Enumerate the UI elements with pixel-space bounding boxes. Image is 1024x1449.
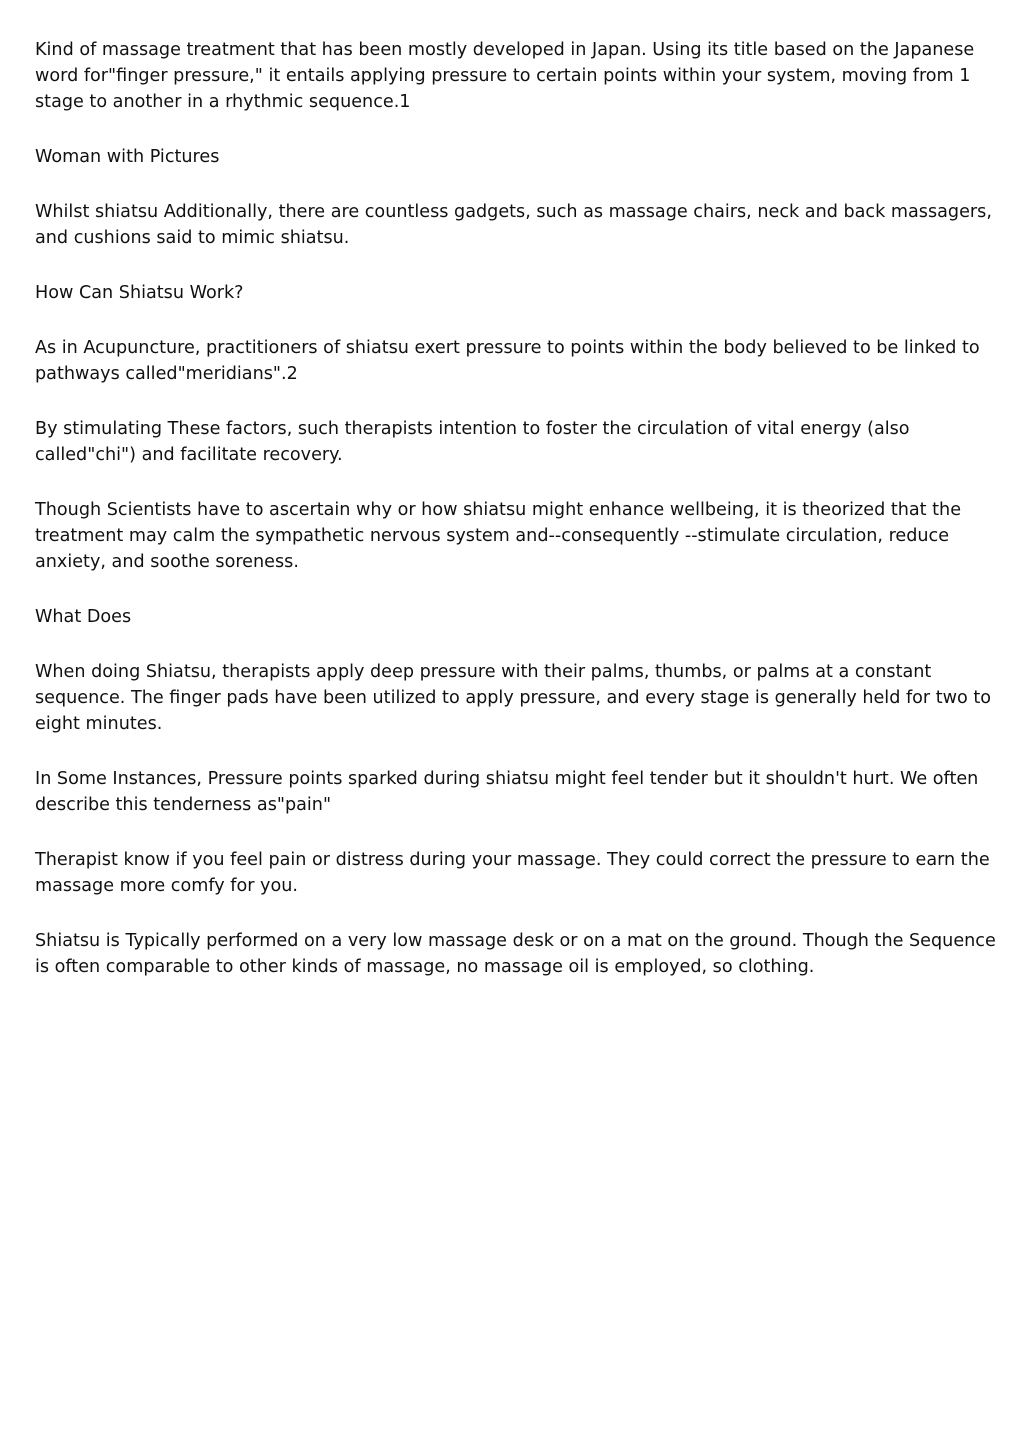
paragraph-intro: Kind of massage treatment that has been mostly developed in Japan. Using its title based on the Japanese word for"finger pressure," it entails applying pressure to certain points within your system, moving from 1 stage to another in a rhythmic sequence.1: [35, 40, 975, 112]
paragraph-vital-energy: By stimulating These factors, such therapists intention to foster the circulation of vital energy (also called"chi") and facilitate recovery.: [35, 419, 910, 465]
paragraph-pain-feedback: Therapist know if you feel pain or distress during your massage. They could correct the pressure to earn the massage more comfy for you.: [35, 850, 990, 896]
paragraph-massage-desk: Shiatsu is Typically performed on a very low massage desk or on a mat on the ground. Though the Sequence is often comparable to other kinds of massage, no massage oil is employed, so clothing.: [35, 931, 996, 977]
paragraph-scientists: Though Scientists have to ascertain why or how shiatsu might enhance wellbeing, it is theorized that the treatment may calm the sympathetic nervous system and--consequently --stimulate circulation, reduce anxiety, and soothe soreness.: [35, 500, 962, 572]
paragraph-image-caption: Woman with Pictures: [35, 147, 220, 167]
paragraph-meridians: As in Acupuncture, practitioners of shiatsu exert pressure to points within the body believed to be linked to pathways called"meridians".2: [35, 338, 980, 384]
subheading-what-does: What Does: [35, 607, 132, 627]
document-body: [35, 37, 997, 1009]
paragraph-tenderness: In Some Instances, Pressure points sparked during shiatsu might feel tender but it shouldn't hurt. We often describe this tenderness as"pain": [35, 769, 979, 815]
paragraph-gadgets: Whilst shiatsu Additionally, there are countless gadgets, such as massage chairs, neck and back massagers, and cushions said to mimic shiatsu.: [35, 202, 992, 248]
subheading-how-shiatsu-works: How Can Shiatsu Work?: [35, 283, 244, 303]
paragraph-technique: When doing Shiatsu, therapists apply deep pressure with their palms, thumbs, or palms at a constant sequence. The finger pads have been utilized to apply pressure, and every stage is generally held for two to eight minutes.: [35, 662, 992, 734]
